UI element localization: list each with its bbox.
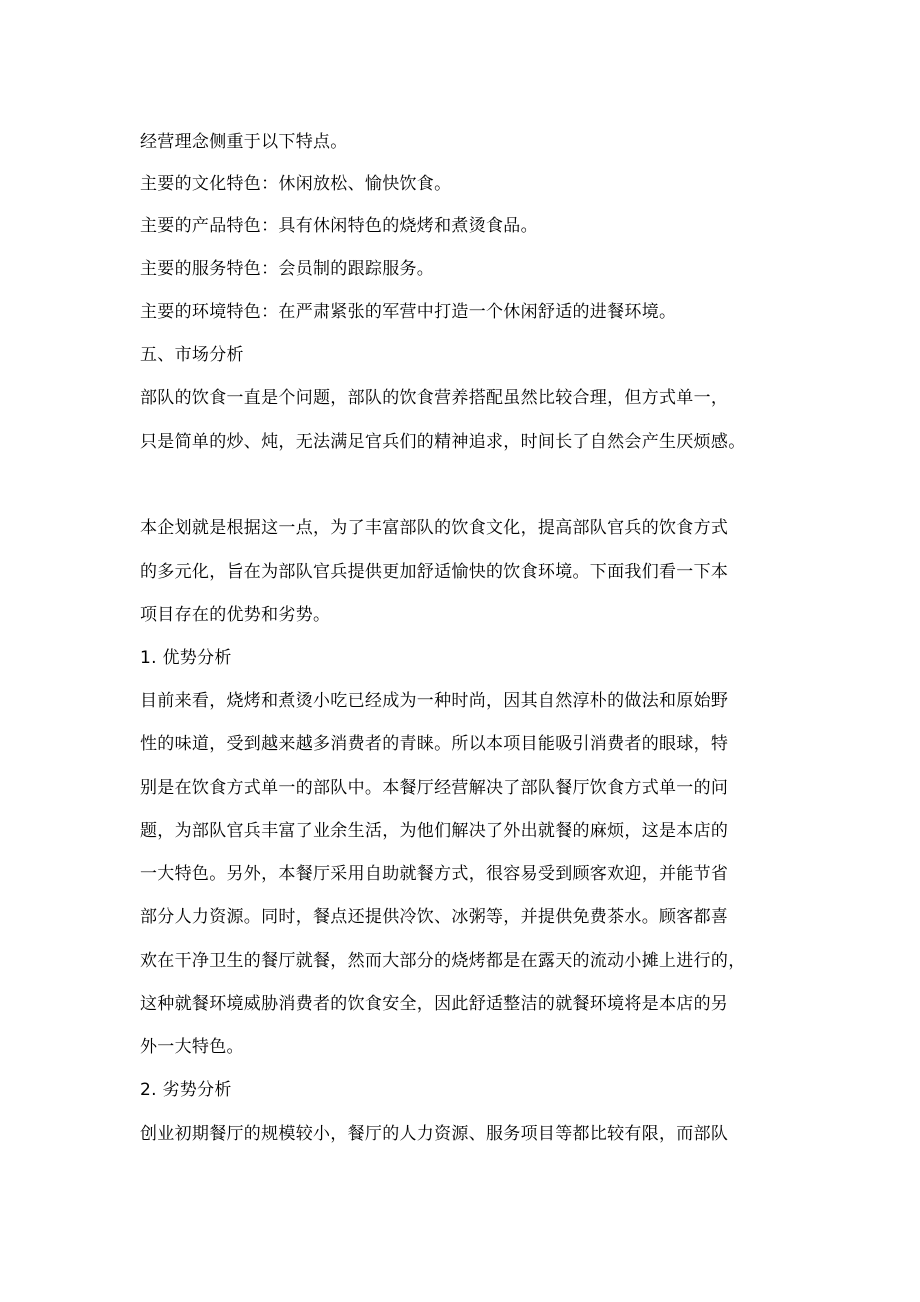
text-line-service-feature: 主要的服务特色：会员制的跟踪服务。	[140, 259, 435, 279]
paragraph-line: 目前来看，烧烤和煮烫小吃已经成为一种时尚，因其自然淳朴的做法和原始野	[140, 691, 729, 711]
text-line-intro: 经营理念侧重于以下特点。	[140, 132, 348, 152]
paragraph-line: 别是在饮食方式单一的部队中。本餐厅经营解决了部队餐厅饮食方式单一的问	[140, 778, 729, 798]
paragraph-line: 一大特色。另外，本餐厅采用自助就餐方式，很容易受到顾客欢迎，并能节省	[140, 864, 729, 884]
paragraph-line: 创业初期餐厅的规模较小，餐厅的人力资源、服务项目等都比较有限，而部队	[140, 1124, 729, 1144]
paragraph-line: 这种就餐环境威胁消费者的饮食安全，因此舒适整洁的就餐环境将是本店的另	[140, 994, 729, 1014]
paragraph-line: 本企划就是根据这一点，为了丰富部队的饮食文化，提高部队官兵的饮食方式	[140, 518, 729, 538]
section-heading-market-analysis: 五、市场分析	[140, 345, 244, 365]
text-line-culture-feature: 主要的文化特色：休闲放松、愉快饮食。	[140, 174, 452, 194]
paragraph-line: 性的味道，受到越来越多消费者的青睐。所以本项目能吸引消费者的眼球，特	[140, 734, 729, 754]
text-line-product-feature: 主要的产品特色：具有休闲特色的烧烤和煮烫食品。	[140, 216, 538, 236]
subheading-advantage-analysis: 1. 优势分析	[140, 648, 232, 668]
paragraph-line: 项目存在的优势和劣势。	[140, 605, 331, 625]
paragraph-line: 的多元化，旨在为部队官兵提供更加舒适愉快的饮食环境。下面我们看一下本	[140, 562, 729, 582]
paragraph-line: 只是简单的炒、炖，无法满足官兵们的精神追求，时间长了自然会产生厌烦感。	[140, 432, 746, 452]
subheading-disadvantage-analysis: 2. 劣势分析	[140, 1080, 232, 1100]
paragraph-line: 部分人力资源。同时，餐点还提供冷饮、冰粥等，并提供免费茶水。顾客都喜	[140, 907, 729, 927]
text-line-environment-feature: 主要的环境特色：在严肃紧张的军营中打造一个休闲舒适的进餐环境。	[140, 302, 677, 322]
paragraph-line: 欢在干净卫生的餐厅就餐，然而大部分的烧烤都是在露天的流动小摊上进行的，	[140, 951, 746, 971]
paragraph-line: 部队的饮食一直是个问题，部队的饮食营养搭配虽然比较合理，但方式单一，	[140, 388, 729, 408]
paragraph-line: 外一大特色。	[140, 1037, 244, 1057]
paragraph-line: 题，为部队官兵丰富了业余生活，为他们解决了外出就餐的麻烦，这是本店的	[140, 821, 729, 841]
